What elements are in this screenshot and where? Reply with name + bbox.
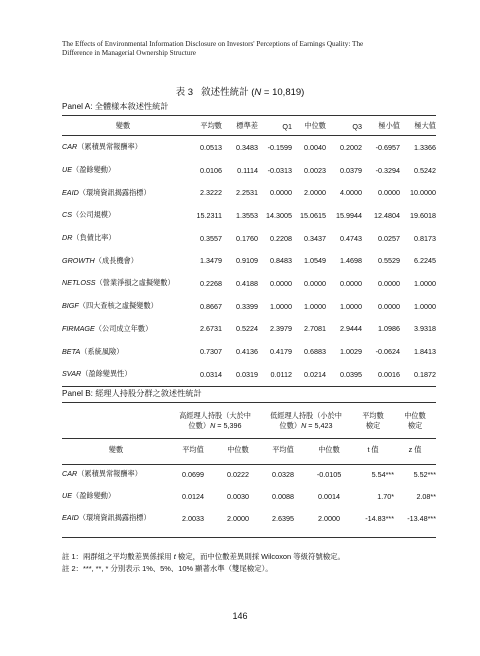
note-1-post: 檢定，而中位數差異則採 Wilcoxon 等級符號檢定。 [175,552,345,561]
panel-b-value-cell: 0.0124 [182,491,204,501]
panel-a-value-cell: -0.0624 [375,347,400,357]
panel-b-header-variable: 變數 [108,445,124,454]
panel-a-value-cell: 0.1872 [414,369,436,379]
panel-b-title: Panel B: 經理人持股分群之敘述性統計 [62,389,202,398]
running-header-line-1: The Effects of Environmental Information Disclosure on Investors' Perceptions of Earnings Quality: The [62,40,364,48]
panel-a-value-cell: 0.3557 [200,233,222,243]
panel-b-value-cell: 0.0030 [227,491,249,501]
running-header-line-2: Difference in Managerial Ownership Structure [62,49,196,57]
panel-a-value-cell: 1.0029 [340,347,362,357]
panel-a-variable-desc: （公司規模） [72,210,116,220]
panel-a-value-cell: 2.0000 [304,188,326,198]
panel-a-value-cell: 0.0000 [270,188,292,198]
panel-b-group-high [170,405,260,437]
panel-a-variable-desc: （盈餘變動） [72,165,116,175]
panel-a-header-std: 標準差 [236,121,258,130]
panel-b-value-cell: 0.0222 [227,469,249,479]
panel-b-value-cell: 5.54*** [371,469,395,479]
panel-a-value-cell: 0.0379 [340,165,362,175]
panel-a-value-cell: 15.9944 [336,210,362,220]
panel-b-value-cell: 1.70* [377,491,395,501]
panel-b-variable-desc: （盈餘變動） [72,491,116,500]
panel-b-row [62,485,436,507]
panel-a-variable-cell [62,272,184,295]
panel-b-header-high-mean: 平均值 [182,445,204,454]
panel-a-value-cell: 12.4804 [374,210,400,220]
panel-b-value-cell: 0.0699 [182,469,204,479]
panel-a-variable-abbr: DR [62,233,73,243]
panel-a-variable-cell [62,318,184,341]
panel-b-group-low [260,405,352,437]
panel-a-value-cell: 0.6883 [304,347,326,357]
panel-a-row [62,295,436,318]
panel-b-group-high-line-1: 高經理人持股（大於中 [179,411,251,420]
panel-b-value-cell: -13.48*** [407,513,437,523]
panel-b-value-cell: -0.0105 [316,469,342,479]
note-1-pre: 註 1：兩群組之平均數差異係採用 [62,552,174,561]
panel-a-value-cell: 15.2311 [196,210,222,220]
panel-a-value-cell: 1.3366 [414,142,436,152]
panel-a-header-min: 極小值 [378,121,400,130]
panel-a-value-cell: 0.9109 [236,256,258,266]
panel-b-median-test [394,405,436,437]
panel-a-variable-desc: （四大查核之虛擬變數） [78,301,158,311]
panel-b-value-cell: 5.52*** [413,469,437,479]
panel-a-value-cell: 0.2002 [340,142,362,152]
panel-a-variable-desc: （累積異常報酬率） [77,142,142,152]
panel-b-value-cell: 2.08** [416,491,437,501]
panel-a-value-cell: 19.6018 [410,210,436,220]
panel-a-row [62,318,436,341]
panel-a-value-cell: 0.1114 [237,165,258,175]
panel-a-value-cell: 14.3005 [266,210,292,220]
panel-a-value-cell: 1.3479 [200,256,222,266]
panel-a-value-cell: 1.0000 [304,301,326,311]
table-title-pre: 敘述性統計 ( [201,87,255,98]
panel-a-value-cell: 0.0395 [340,369,362,379]
panel-a-value-cell: 0.2268 [200,278,222,288]
panel-a-row [62,363,436,386]
panel-a-value-cell: 0.4743 [340,233,362,243]
panel-a-value-cell: 15.0615 [300,210,326,220]
panel-a-row [62,249,436,272]
panel-a-value-cell: 0.0000 [378,188,400,198]
panel-a-value-cell: 1.3553 [236,210,258,220]
panel-b-mean-test [352,405,394,437]
panel-b-group-low-n: N [301,421,307,430]
panel-a-variable-desc: （環境資訊揭露指標） [78,187,151,197]
panel-b-value-cell: 2.0000 [318,513,341,523]
table-title-n: N [254,87,262,98]
panel-a-variable-abbr: CAR [62,142,78,152]
panel-a-variable-desc: （成長機會） [94,255,138,265]
panel-a-variable-abbr: CS [62,210,72,220]
panel-b-body [62,463,436,529]
note-1-t: t [173,552,176,561]
panel-b-variable-desc: （環境資訊揭露指標） [78,513,151,522]
panel-a-value-cell: 0.0319 [236,369,258,379]
panel-b-variable-cell [62,507,170,529]
panel-a-row [62,181,436,204]
panel-a-variable-cell [62,249,184,272]
panel-a-value-cell: 0.0214 [304,369,326,379]
panel-a-value-cell: 0.1760 [236,233,258,243]
panel-a-value-cell: 0.2208 [270,233,292,243]
panel-a-value-cell: -0.1599 [267,142,292,152]
panel-b-group-high-line-2 [170,421,260,431]
panel-a-value-cell: 2.3222 [200,188,222,198]
panel-b-row [62,463,436,485]
panel-a-value-cell: 2.9444 [340,324,362,334]
panel-b-value-cell: 2.6395 [272,513,294,523]
table-title-post: = 10,819) [261,87,305,98]
panel-a-variable-desc: （系統風險） [80,346,124,356]
panel-b-bottom-rule [62,537,436,538]
panel-a-value-cell: 0.0314 [200,369,222,379]
panel-a-value-cell: 3.9318 [414,324,436,334]
panel-a-row [62,272,436,295]
panel-b-header-low-mean: 平均值 [272,445,294,454]
panel-a-header-median: 中位數 [304,121,326,130]
panel-a-value-cell: 4.0000 [340,188,362,198]
panel-a-body [62,136,436,386]
panel-a-value-cell: 0.0106 [200,165,222,175]
panel-a-value-cell: 1.0986 [378,324,400,334]
panel-a-variable-cell [62,340,184,363]
panel-a-row [62,204,436,227]
panel-a-value-cell: 6.2245 [414,256,436,266]
panel-b-header-t-value: t 值 [367,445,379,454]
panel-b-header-rule [62,464,436,465]
panel-a-value-cell: 0.0112 [270,369,292,379]
panel-a-header-q3: Q3 [352,121,362,131]
panel-a-value-cell: 1.0000 [414,301,436,311]
panel-a-row [62,159,436,182]
panel-a-variable-abbr: SVAR [62,369,82,379]
panel-a-table [62,116,436,386]
panel-a-variable-desc: （負債比率） [72,233,116,243]
panel-a-value-cell: 0.0023 [304,165,326,175]
panel-a-header-max: 極大值 [414,121,436,130]
panel-b-group-row [62,405,436,437]
panel-a-value-cell: 1.8413 [414,347,436,357]
panel-a-bottom-rule [62,386,436,387]
panel-b-group-low-pre: 位數） [279,421,302,430]
panel-a-variable-cell [62,295,184,318]
panel-a-value-cell: 0.4136 [236,347,258,357]
panel-b-group-low-line-1: 低經理人持股（小於中 [270,411,342,420]
panel-b-value-cell: 0.0014 [318,491,341,501]
panel-a-value-cell: 0.0016 [378,369,400,379]
panel-a-value-cell: 0.8173 [414,233,436,243]
panel-a-variable-desc: （公司成立年數） [94,323,153,333]
panel-a-variable-cell [62,159,184,182]
panel-a-header-mean: 平均數 [200,121,222,130]
panel-a-value-cell: 0.5242 [414,165,436,175]
panel-a-header-q1: Q1 [282,121,292,131]
panel-a-value-cell: 0.8483 [270,256,292,266]
panel-a-value-cell: 0.0000 [304,278,326,288]
panel-b-header-z-value: z 值 [408,445,422,454]
panel-b-variable-desc: （累積異常報酬率） [77,469,142,478]
panel-a-row [62,227,436,250]
panel-b-group-rule [62,438,436,439]
panel-b-value-cell: 2.0000 [227,513,249,523]
panel-a-value-cell: 0.8667 [200,301,222,311]
panel-a-value-cell: 0.0257 [378,233,400,243]
panel-b-value-cell: 0.0088 [272,491,294,501]
panel-a-variable-abbr: BETA [62,346,81,356]
panel-a-value-cell: 0.3437 [304,233,326,243]
panel-a-variable-abbr: BIGF [62,301,79,311]
panel-a-value-cell: 2.6731 [200,324,222,334]
panel-a-variable-desc: （營業淨損之虛擬變數） [95,278,175,288]
panel-b-header-row [62,437,436,463]
panel-b-header-low-median: 中位數 [318,445,340,454]
panel-b-median-test-line-1: 中位數 [404,411,426,420]
panel-b-group-low-post: = 5,423 [306,421,333,430]
panel-a-value-cell: -0.6957 [375,142,400,152]
panel-a-value-cell: 0.0513 [200,142,222,152]
panel-a-variable-cell [62,136,184,159]
panel-a-variable-cell [62,204,184,227]
panel-b-variable-abbr: CAR [62,469,78,478]
panel-b-row [62,507,436,529]
panel-a-value-cell: 0.0000 [378,301,400,311]
panel-a-variable-abbr: FIRMAGE [62,323,95,333]
panel-b-variable-cell [62,463,170,485]
panel-a-value-cell: 2.2531 [236,188,258,198]
panel-b-mean-test-line-2: 檢定 [365,421,381,430]
panel-a-value-cell: 0.7307 [200,347,222,357]
panel-b-table [62,405,436,529]
panel-a-value-cell: 0.5224 [236,324,258,334]
panel-a-value-cell: 0.0000 [378,278,400,288]
panel-a-variable-cell [62,227,184,250]
panel-b-median-test-line-2: 檢定 [407,421,423,430]
running-header [62,40,434,58]
panel-a-title: Panel A: 全體樣本敘述性統計 [62,102,169,111]
panel-a-variable-desc: （盈餘變異性） [81,369,132,379]
panel-b-value-cell: -14.83*** [365,513,395,523]
panel-b-variable-cell [62,485,170,507]
note-2: 註 2：***, **, * 分別表示 1%、5%、10% 顯著水準（雙尾檢定）。 [62,564,273,573]
panel-a-value-cell: 0.3483 [236,142,258,152]
panel-b-group-low-line-2 [260,421,352,431]
panel-a-value-cell: 0.0000 [270,278,292,288]
table-notes [62,551,345,575]
panel-a-variable-cell [62,181,184,204]
panel-b-variable-abbr: EAID [62,513,79,522]
panel-a-value-cell: 10.0000 [410,188,436,198]
page-number: 146 [232,611,248,621]
panel-a-value-cell: 1.0000 [414,278,436,288]
table-number: 表 3 [175,87,194,98]
panel-a-value-cell: 0.5529 [378,256,400,266]
panel-b-top-rule [62,402,436,403]
panel-a-value-cell: 0.4188 [236,278,258,288]
panel-a-row [62,136,436,159]
panel-a-header-row [62,116,436,136]
panel-a-value-cell: 1.4698 [340,256,362,266]
panel-b-variable-abbr: UE [62,491,72,500]
panel-a-value-cell: 0.0000 [340,278,362,288]
panel-a-value-cell: 0.4179 [270,347,292,357]
panel-a-value-cell: -0.0313 [267,165,292,175]
panel-a-variable-cell [62,363,184,386]
note-1 [62,551,345,563]
panel-a-value-cell: 0.3399 [236,301,258,311]
panel-b-value-cell: 0.0328 [272,469,294,479]
panel-a-value-cell: 1.0000 [270,301,292,311]
table-caption [0,84,480,98]
panel-a-variable-abbr: NETLOSS [62,278,96,288]
panel-b-group-high-pre: 位數） [188,421,211,430]
panel-a-value-cell: -0.3294 [375,165,400,175]
panel-a-value-cell: 2.7081 [304,324,326,334]
panel-a-value-cell: 0.0040 [304,142,326,152]
panel-b-group-high-post: = 5,396 [215,421,242,430]
panel-a-variable-abbr: GROWTH [62,255,95,265]
panel-a-value-cell: 1.0549 [304,256,326,266]
panel-b-group-high-n: N [210,421,216,430]
panel-b-header-high-median: 中位數 [227,445,249,454]
panel-a-value-cell: 2.3979 [270,324,292,334]
panel-b-value-cell: 2.0033 [182,513,204,523]
panel-a-header-variable: 變數 [115,121,131,130]
panel-a-row [62,340,436,363]
panel-b-mean-test-line-1: 平均數 [362,411,384,420]
panel-a-variable-abbr: EAID [62,187,79,197]
panel-a-header-rule [62,135,436,136]
panel-a-value-cell: 1.0000 [340,301,362,311]
panel-a-variable-abbr: UE [62,165,72,175]
